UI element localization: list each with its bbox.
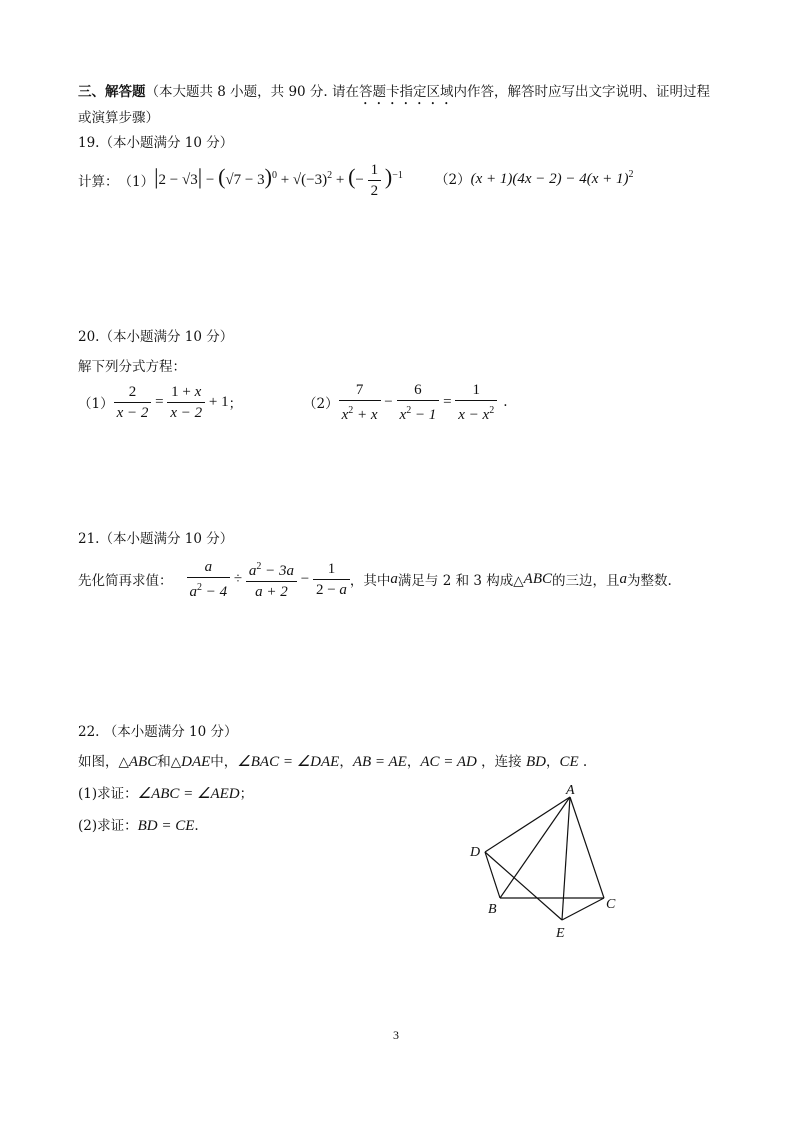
q19-expr-1-math: $|2 - √3| - (√7 - 3)^0 + √(-3)^2$ + (− $\frac{1}{2}$ )$^{-1}$ <box>154 161 403 199</box>
q22-stem-end: . <box>578 754 588 770</box>
q21-expression: $\frac{a}{a^2 - 4}$ ÷ $\frac{a^2 - 3a}{a + 2}$ − $\frac{1}{2 - a}$ <box>187 558 350 601</box>
q22-stem-sep2: ， <box>406 754 421 770</box>
q22-stem-c: 中， <box>210 754 238 770</box>
q22-part-2 <box>78 814 199 835</box>
q19-expression-2 <box>435 168 634 188</box>
q22-part1-end: ； <box>239 786 254 802</box>
q20-p1-label: （1） <box>78 396 114 412</box>
segment-AC <box>570 797 604 898</box>
segment-AE <box>562 797 570 920</box>
q20-eq-2-math: $\frac{7}{x^2 + x}$ − $\frac{6}{x^2 - 1}$ = $\frac{1}{x - x^2}$ <box>339 381 498 424</box>
q21-tail-a: ，其中 <box>349 573 391 589</box>
q22-part2-label: (2)求证： <box>78 818 138 834</box>
label-D: D <box>470 845 481 860</box>
q20-p2-label: （2） <box>303 396 339 412</box>
q21-tail-c: 的三边，且 <box>552 573 620 589</box>
q19-lead: 计算： <box>78 174 119 190</box>
q20-equation-2 <box>303 380 508 424</box>
q22-stem-ce: CE <box>559 754 579 770</box>
q20-equation-1 <box>78 380 242 424</box>
q19-expr-2-math: $(x + 1)(4x - 2) - 4(x + 1)^2$ <box>470 168 634 187</box>
q22-part2-end: . <box>194 818 199 834</box>
section-intro-b: 内作答，解答时应写出文字说明、证明过程 <box>453 84 711 100</box>
q22-stem-bd: BD <box>525 754 546 770</box>
q19-fraction-half: $\frac{1}{2}$ <box>368 161 382 200</box>
q21-header: 21.（本小题满分 10 分） <box>78 531 234 547</box>
q21-tail-d: 为整数. <box>627 573 672 589</box>
q19-p1-label: （1） <box>118 174 155 190</box>
q22-header: 22. （本小题满分 10 分） <box>78 724 238 740</box>
q22-part1-label: (1)求证： <box>78 786 138 802</box>
q22-stem-d: ，连接 <box>476 754 526 770</box>
label-B: B <box>488 902 497 917</box>
q20-eq-1-math: $\frac{2}{x - 2}$ = $\frac{1 + x}{x - 2}$ + 1 <box>114 383 229 422</box>
section-intro-a: （本大题共 8 小题，共 90 分. 请在 <box>145 84 360 100</box>
q22-stem-sep1: ， <box>339 754 353 770</box>
q22-stem-eq1: ∠BAC = ∠DAE <box>237 754 340 770</box>
q19-expression-1 <box>78 160 403 200</box>
section-intro-c: 或演算步骤） <box>78 110 159 126</box>
q21-tail-var2: a <box>619 570 627 587</box>
q21-tail-b: 满足与 2 和 3 构成△ <box>397 573 524 589</box>
q22-part2-eq: BD = CE <box>137 818 195 834</box>
section-intro-dotted: 答题卡指定区域 <box>359 84 454 100</box>
q20-p2-end: . <box>503 394 508 410</box>
q22-geometry-figure <box>460 780 630 945</box>
label-A: A <box>566 783 575 798</box>
q22-part1-eq: ∠ABC = ∠AED <box>137 786 240 802</box>
segment-AD <box>485 797 570 852</box>
q19-p2-label: （2） <box>435 172 471 188</box>
q20-p1-end: ； <box>228 396 243 412</box>
section-heading-line <box>78 80 710 108</box>
q22-stem-a: 如图，△ <box>78 754 129 770</box>
q21-lead: 先化简再求值： <box>78 573 173 589</box>
q21-tail-var: a <box>390 570 398 587</box>
q22-stem-b: 和△ <box>157 754 182 770</box>
q22-stem-eq3: AC = AD <box>420 754 477 770</box>
q22-stem-abc: ABC <box>128 754 158 770</box>
q22-part-1 <box>78 782 253 803</box>
section-heading: 三、解答题 <box>78 84 146 100</box>
segment-CE <box>562 898 604 920</box>
q20-header: 20.（本小题满分 10 分） <box>78 329 234 345</box>
q21-problem <box>78 556 672 602</box>
q22-stem-sep3: ， <box>545 754 560 770</box>
label-E: E <box>556 926 565 941</box>
q20-lead: 解下列分式方程： <box>78 359 186 375</box>
segment-AB <box>500 797 570 898</box>
page-number: 3 <box>393 1028 399 1042</box>
label-C: C <box>606 897 616 912</box>
q21-tail-tri: ABC <box>523 570 552 587</box>
q22-stem <box>78 750 587 771</box>
q22-stem-dae: DAE <box>181 754 211 770</box>
q22-stem-eq2: AB = AE <box>352 754 407 770</box>
q19-header: 19.（本小题满分 10 分） <box>78 135 234 151</box>
